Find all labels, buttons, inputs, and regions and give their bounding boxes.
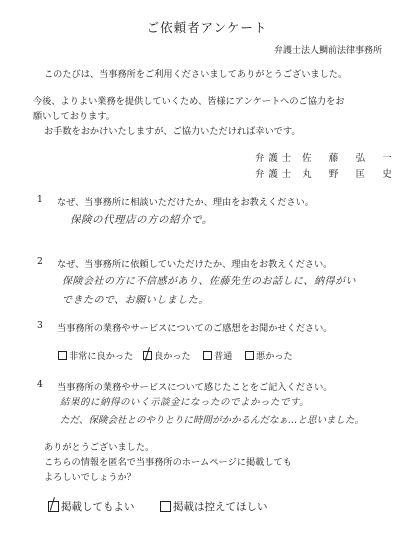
q3-number: 3 [37, 320, 43, 331]
option-label: 良かった [154, 351, 191, 362]
closing-line-3: よろしいでしょうか？ [44, 472, 136, 483]
q2-answer-line-2: できたので、お願いしました。 [62, 295, 209, 306]
option-label: 普通 [214, 351, 233, 362]
q3-option-bad[interactable] [245, 348, 293, 362]
lawyer-2 [255, 166, 396, 180]
consent-option-decline[interactable] [160, 499, 268, 514]
q3-option-normal[interactable] [203, 348, 232, 362]
q4-number: 4 [37, 379, 43, 390]
lawyer-1-name: 佐 藤 弘 一 [302, 153, 396, 164]
q4-answer-line-2: ただ、保険会社とのやりとりに時間がかかるんだなぁ…と思いました。 [60, 415, 365, 426]
intro-line-4: お手数をおかけいたしますが、ご協力いただければ幸いです。 [44, 126, 301, 137]
option-label: 悪かった [256, 351, 293, 362]
option-label: 非常に良かった [69, 351, 134, 362]
intro-line-2: 今後、よりよい業務を提供していくため、皆様にアンケートへのご協力をお [33, 96, 345, 107]
q2-number: 2 [37, 256, 43, 267]
option-label: 掲載は控えてほしい [173, 501, 268, 513]
q1-number: 1 [37, 194, 43, 205]
lawyer-2-name: 丸 野 匡 史 [302, 169, 396, 180]
checkbox-checked[interactable] [48, 501, 59, 512]
q4-question: 当事務所の業務やサービスについて感じたことをご記入ください。 [57, 382, 333, 393]
q2-answer-line-1: 保険会社の方に不信感があり、佐藤先生のお話しに、納得がい [62, 276, 356, 287]
option-label: 掲載してもよい [61, 501, 135, 513]
lawyer-1 [255, 150, 396, 164]
lawyer-1-role: 弁護士 [255, 153, 296, 164]
checkbox[interactable] [203, 351, 212, 360]
q1-question: なぜ、当事務所に相談いただけたか、理由をお教えください。 [57, 197, 314, 208]
intro-line-1: このたびは、当事務所をご利用くださいましてありがとうございました。 [44, 69, 348, 80]
closing-line-1: ありがとうございました。 [44, 442, 155, 453]
q2-question: なぜ、当事務所に依頼していただけたか、理由をお教えください。 [57, 259, 333, 270]
lawyer-2-role: 弁護士 [255, 169, 296, 180]
checkbox[interactable] [58, 351, 67, 360]
consent-option-allow[interactable] [48, 499, 135, 514]
q3-question: 当事務所の業務やサービスについてのご感想をお聞かせください。 [57, 323, 333, 334]
q4-answer-line-1: 結果的に納得のいく示談金になったのでよかったです。 [60, 397, 310, 408]
intro-line-3: 願いしております。 [33, 111, 115, 122]
page-title: ご依頼者アンケート [146, 20, 268, 35]
closing-line-2: こちらの情報を匿名で当事務所のホームページに掲載しても [44, 457, 292, 468]
checkbox[interactable] [245, 351, 254, 360]
checkbox-checked[interactable] [143, 351, 152, 360]
firm-name: 弁護士法人鯛前法律事務所 [273, 46, 382, 56]
q3-option-very-good[interactable] [58, 348, 133, 362]
q3-option-good[interactable] [143, 348, 191, 362]
checkbox[interactable] [160, 501, 171, 512]
q1-answer: 保険の代理店の方の紹介で。 [70, 214, 213, 226]
